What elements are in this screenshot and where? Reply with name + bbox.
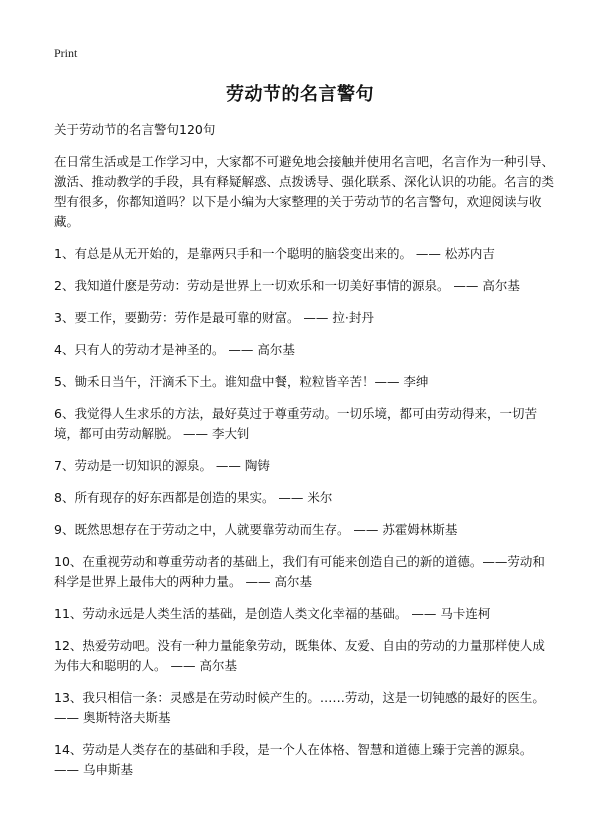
article-subtitle: 关于劳动节的名言警句120句 xyxy=(54,122,216,137)
quote-item: 5、锄禾日当午，汗滴禾下土。谁知盘中餐，粒粒皆辛苦！—— 李绅 xyxy=(54,374,429,389)
quote-item: 11、劳动永远是人类生活的基础，是创造人类文化幸福的基础。 —— 马卡连柯 xyxy=(54,606,491,621)
page-title: 劳动节的名言警句 xyxy=(226,84,374,105)
article-body xyxy=(54,120,554,792)
quote-item: 4、只有人的劳动才是神圣的。 —— 高尔基 xyxy=(54,342,295,357)
print-link[interactable]: Print xyxy=(54,46,78,60)
quote-item: 9、既然思想存在于劳动之中，人就要靠劳动而生存。 —— 苏霍姆林斯基 xyxy=(54,522,458,537)
quote-item: 14、劳动是人类存在的基础和手段，是一个人在体格、智慧和道德上臻于完善的源泉。 —— 乌申斯基 xyxy=(54,742,533,777)
quote-item: 8、所有现存的好东西都是创造的果实。 —— 米尔 xyxy=(54,490,333,505)
quote-item: 12、热爱劳动吧。没有一种力量能象劳动，既集体、友爱、自由的劳动的力量那样使人成为伟大和聪明的人。 —— 高尔基 xyxy=(54,638,545,673)
quote-item: 6、我觉得人生求乐的方法，最好莫过于尊重劳动。一切乐境，都可由劳动得来，一切苦境，都可由劳动解脱。 —— 李大钊 xyxy=(54,406,537,441)
intro-paragraph: 在日常生活或是工作学习中，大家都不可避免地会接触并使用名言吧，名言作为一种引导、激活、推动教学的手段，具有释疑解惑、点拨诱导、强化联系、深化认识的功能。名言的类型有很多，你都知道吗？以下是小编为大家整理的关于劳动节的名言警句，欢迎阅读与收藏。 xyxy=(54,154,555,229)
quote-item: 3、要工作，要勤劳：劳作是最可靠的财富。 —— 拉·封丹 xyxy=(54,310,374,325)
quote-item: 10、在重视劳动和尊重劳动者的基础上，我们有可能来创造自己的新的道德。——劳动和科学是世界上最伟大的两种力量。 —— 高尔基 xyxy=(54,554,545,589)
quote-item: 2、我知道什麽是劳动：劳动是世界上一切欢乐和一切美好事情的源泉。 —— 高尔基 xyxy=(54,278,520,293)
quote-item: 13、我只相信一条：灵感是在劳动时候产生的。……劳动，这是一切钝感的最好的医生。 —— 奥斯特洛夫斯基 xyxy=(54,690,545,725)
quote-item: 1、有总是从无开始的，是靠两只手和一个聪明的脑袋变出来的。 —— 松苏内吉 xyxy=(54,246,495,261)
quote-item: 7、劳动是一切知识的源泉。 —— 陶铸 xyxy=(54,458,270,473)
